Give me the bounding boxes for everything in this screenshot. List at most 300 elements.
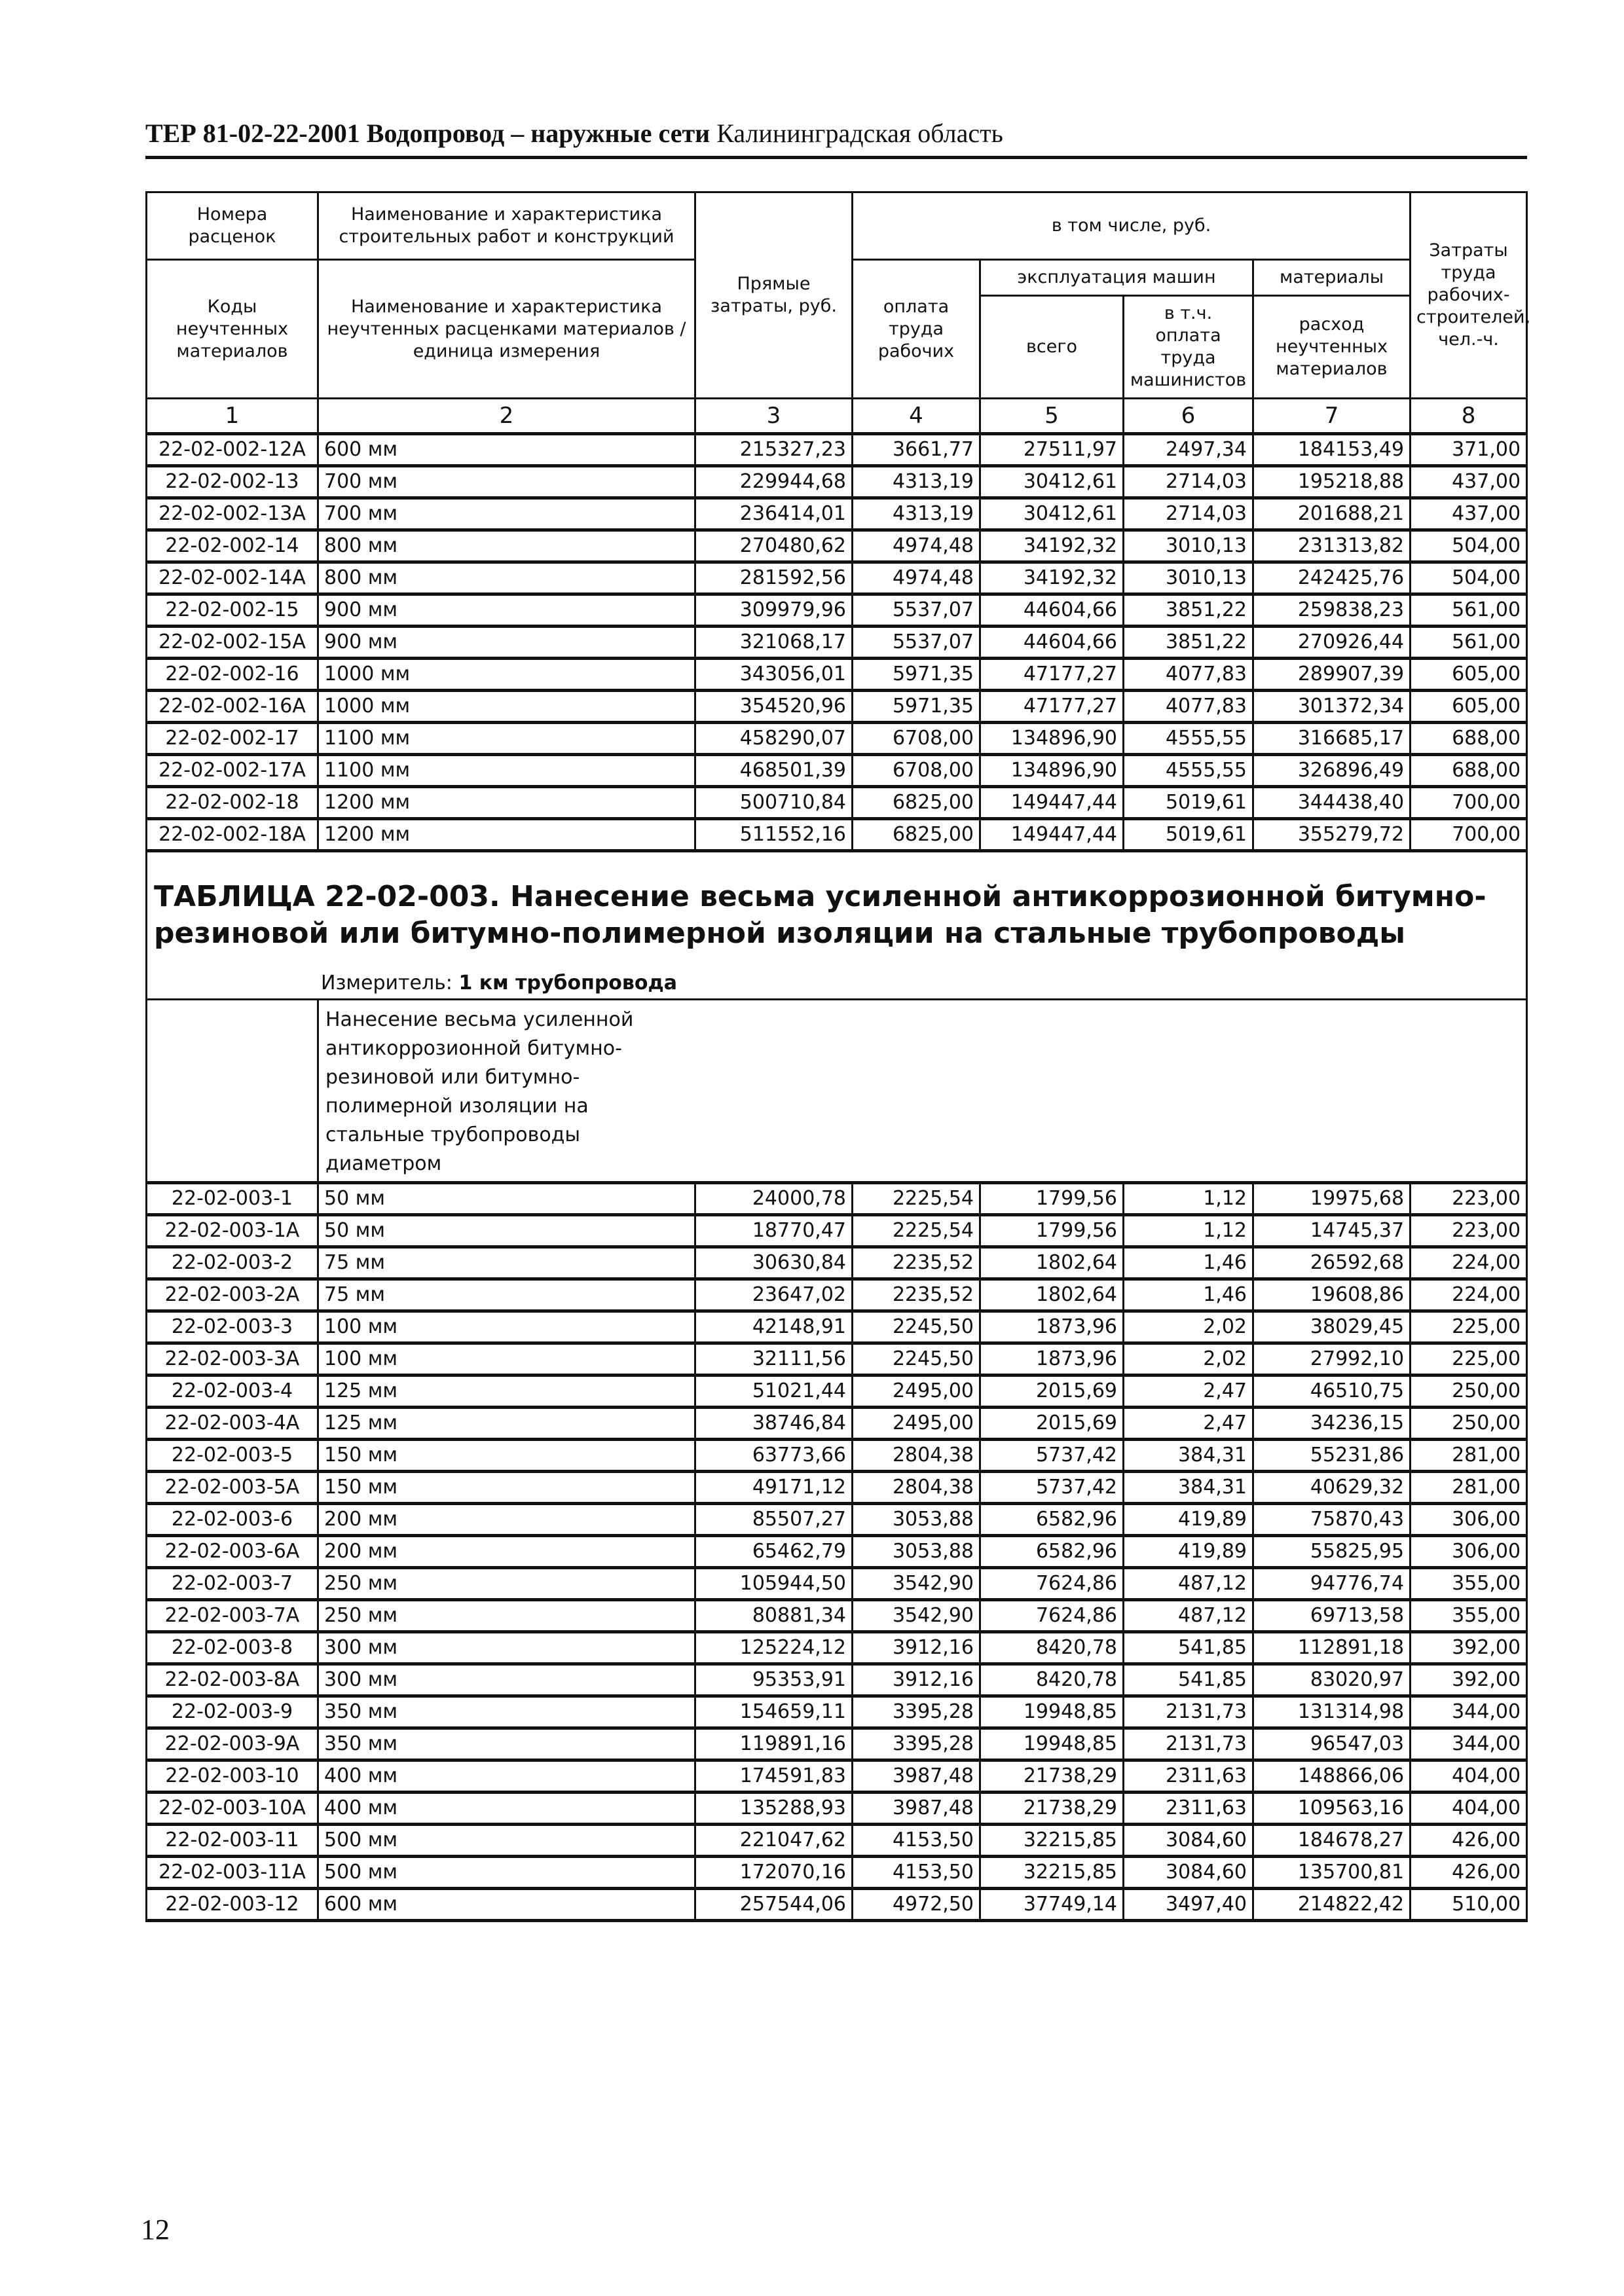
pipe-diameter: 500 мм xyxy=(318,1857,695,1889)
machines-total: 32215,85 xyxy=(980,1825,1124,1857)
direct-costs: 343056,01 xyxy=(695,659,853,691)
table-row xyxy=(147,627,1527,659)
table-row xyxy=(147,1825,1527,1857)
operator-pay: 1,46 xyxy=(1124,1247,1253,1279)
materials-cost: 19608,86 xyxy=(1253,1279,1411,1311)
labor-hours: 437,00 xyxy=(1411,498,1527,530)
rate-code: 22-02-003-9 xyxy=(147,1696,318,1728)
machines-total: 1799,56 xyxy=(980,1215,1124,1247)
labor-hours: 392,00 xyxy=(1411,1632,1527,1664)
table-row xyxy=(147,755,1527,787)
table-row xyxy=(147,1440,1527,1472)
rate-code: 22-02-002-14А xyxy=(147,562,318,594)
pipe-diameter: 800 мм xyxy=(318,562,695,594)
table-row xyxy=(147,1376,1527,1408)
materials-cost: 94776,74 xyxy=(1253,1568,1411,1600)
labor-hours: 355,00 xyxy=(1411,1568,1527,1600)
worker-pay: 6825,00 xyxy=(853,787,980,819)
pipe-diameter: 900 мм xyxy=(318,627,695,659)
pipe-diameter: 600 мм xyxy=(318,434,695,466)
table-row xyxy=(147,1600,1527,1632)
worker-pay: 4153,50 xyxy=(853,1857,980,1889)
rate-code: 22-02-003-1А xyxy=(147,1215,318,1247)
table-row xyxy=(147,1632,1527,1664)
machines-total: 6582,96 xyxy=(980,1504,1124,1536)
worker-pay: 5537,07 xyxy=(853,627,980,659)
operator-pay: 2131,73 xyxy=(1124,1728,1253,1760)
labor-hours: 504,00 xyxy=(1411,530,1527,562)
machines-total: 2015,69 xyxy=(980,1376,1124,1408)
worker-pay: 5971,35 xyxy=(853,691,980,723)
table-003-title-block xyxy=(147,851,1527,1000)
machines-total: 6582,96 xyxy=(980,1536,1124,1568)
machines-total: 2015,69 xyxy=(980,1408,1124,1440)
machines-total: 34192,32 xyxy=(980,530,1124,562)
direct-costs: 236414,01 xyxy=(695,498,853,530)
labor-hours: 426,00 xyxy=(1411,1857,1527,1889)
machines-total: 1873,96 xyxy=(980,1343,1124,1376)
worker-pay: 5537,07 xyxy=(853,594,980,627)
labor-hours: 510,00 xyxy=(1411,1889,1527,1921)
pipe-diameter: 350 мм xyxy=(318,1696,695,1728)
rate-code: 22-02-003-3А xyxy=(147,1343,318,1376)
pipe-diameter: 250 мм xyxy=(318,1600,695,1632)
labor-hours: 561,00 xyxy=(1411,627,1527,659)
operator-pay: 1,12 xyxy=(1124,1183,1253,1215)
machines-total: 32215,85 xyxy=(980,1857,1124,1889)
table-003-title: ТАБЛИЦА 22-02-003. Нанесение весьма усиленной антикоррозионной битумно-резиновой или битумно-полимерной изоляции на стальные трубопроводы xyxy=(154,880,1486,950)
operator-pay: 3497,40 xyxy=(1124,1889,1253,1921)
column-number-row xyxy=(147,399,1527,434)
worker-pay: 6708,00 xyxy=(853,755,980,787)
machines-total: 8420,78 xyxy=(980,1632,1124,1664)
pipe-diameter: 1100 мм xyxy=(318,755,695,787)
column-number: 3 xyxy=(695,399,853,434)
operator-pay: 3851,22 xyxy=(1124,594,1253,627)
rate-code: 22-02-003-12 xyxy=(147,1889,318,1921)
materials-cost: 83020,97 xyxy=(1253,1664,1411,1696)
direct-costs: 135288,93 xyxy=(695,1793,853,1825)
operator-pay: 3084,60 xyxy=(1124,1857,1253,1889)
document-region: Калининградская область xyxy=(716,118,1003,148)
materials-cost: 34236,15 xyxy=(1253,1408,1411,1440)
labor-hours: 700,00 xyxy=(1411,787,1527,819)
rate-code: 22-02-003-11 xyxy=(147,1825,318,1857)
pipe-diameter: 100 мм xyxy=(318,1311,695,1343)
machines-total: 30412,61 xyxy=(980,498,1124,530)
document-code: ТЕР 81-02-22-2001 xyxy=(145,118,360,148)
materials-cost: 38029,45 xyxy=(1253,1311,1411,1343)
rate-code: 22-02-003-8 xyxy=(147,1632,318,1664)
machines-total: 19948,85 xyxy=(980,1696,1124,1728)
table-003-body xyxy=(147,1183,1527,1921)
table-row xyxy=(147,594,1527,627)
description-code-cell xyxy=(147,1000,318,1183)
direct-costs: 354520,96 xyxy=(695,691,853,723)
operator-pay: 3010,13 xyxy=(1124,530,1253,562)
materials-cost: 55825,95 xyxy=(1253,1536,1411,1568)
labor-hours: 392,00 xyxy=(1411,1664,1527,1696)
direct-costs: 125224,12 xyxy=(695,1632,853,1664)
rate-code: 22-02-003-4 xyxy=(147,1376,318,1408)
labor-hours: 605,00 xyxy=(1411,691,1527,723)
column-number: 6 xyxy=(1124,399,1253,434)
labor-hours: 224,00 xyxy=(1411,1279,1527,1311)
rate-code: 22-02-002-16А xyxy=(147,691,318,723)
rate-code: 22-02-002-15А xyxy=(147,627,318,659)
rate-code: 22-02-002-12А xyxy=(147,434,318,466)
pipe-diameter: 200 мм xyxy=(318,1536,695,1568)
machines-total: 47177,27 xyxy=(980,691,1124,723)
rate-code: 22-02-003-3 xyxy=(147,1311,318,1343)
column-number: 8 xyxy=(1411,399,1527,434)
materials-cost: 109563,16 xyxy=(1253,1793,1411,1825)
operator-pay: 3851,22 xyxy=(1124,627,1253,659)
materials-cost: 259838,23 xyxy=(1253,594,1411,627)
pipe-diameter: 75 мм xyxy=(318,1279,695,1311)
materials-cost: 301372,34 xyxy=(1253,691,1411,723)
materials-cost: 40629,32 xyxy=(1253,1472,1411,1504)
table-row xyxy=(147,1568,1527,1600)
direct-costs: 18770,47 xyxy=(695,1215,853,1247)
worker-pay: 3987,48 xyxy=(853,1793,980,1825)
rate-code: 22-02-003-9А xyxy=(147,1728,318,1760)
table-row xyxy=(147,530,1527,562)
rate-code: 22-02-003-8А xyxy=(147,1664,318,1696)
operator-pay: 4555,55 xyxy=(1124,755,1253,787)
table-row xyxy=(147,466,1527,498)
materials-cost: 26592,68 xyxy=(1253,1247,1411,1279)
labor-hours: 371,00 xyxy=(1411,434,1527,466)
pipe-diameter: 300 мм xyxy=(318,1632,695,1664)
direct-costs: 119891,16 xyxy=(695,1728,853,1760)
worker-pay: 2245,50 xyxy=(853,1343,980,1376)
operator-pay: 1,46 xyxy=(1124,1279,1253,1311)
column-number: 2 xyxy=(318,399,695,434)
header-labor-hours: Затраты труда рабочих-строителей, чел.-ч. xyxy=(1411,192,1527,399)
operator-pay: 2311,63 xyxy=(1124,1760,1253,1793)
table-row xyxy=(147,691,1527,723)
operator-pay: 419,89 xyxy=(1124,1504,1253,1536)
labor-hours: 426,00 xyxy=(1411,1825,1527,1857)
direct-costs: 468501,39 xyxy=(695,755,853,787)
pipe-diameter: 1100 мм xyxy=(318,723,695,755)
direct-costs: 458290,07 xyxy=(695,723,853,755)
rate-code: 22-02-003-1 xyxy=(147,1183,318,1215)
worker-pay: 3542,90 xyxy=(853,1600,980,1632)
materials-cost: 14745,37 xyxy=(1253,1215,1411,1247)
table-row xyxy=(147,723,1527,755)
machines-total: 47177,27 xyxy=(980,659,1124,691)
materials-cost: 27992,10 xyxy=(1253,1343,1411,1376)
worker-pay: 6708,00 xyxy=(853,723,980,755)
pipe-diameter: 700 мм xyxy=(318,466,695,498)
worker-pay: 3053,88 xyxy=(853,1504,980,1536)
materials-cost: 214822,42 xyxy=(1253,1889,1411,1921)
direct-costs: 105944,50 xyxy=(695,1568,853,1600)
pipe-diameter: 75 мм xyxy=(318,1247,695,1279)
section-description: Нанесение весьма усиленной антикоррозионной битумно-резиновой или битумно-полимерной изоляции на стальные трубопроводы диаметром xyxy=(325,1008,634,1175)
rate-code: 22-02-003-2 xyxy=(147,1247,318,1279)
materials-cost: 270926,44 xyxy=(1253,627,1411,659)
table-row xyxy=(147,1247,1527,1279)
labor-hours: 250,00 xyxy=(1411,1376,1527,1408)
materials-cost: 131314,98 xyxy=(1253,1696,1411,1728)
direct-costs: 80881,34 xyxy=(695,1600,853,1632)
page-header xyxy=(145,118,1527,159)
pipe-diameter: 200 мм xyxy=(318,1504,695,1536)
labor-hours: 605,00 xyxy=(1411,659,1527,691)
operator-pay: 2497,34 xyxy=(1124,434,1253,466)
machines-total: 149447,44 xyxy=(980,787,1124,819)
direct-costs: 229944,68 xyxy=(695,466,853,498)
table-row xyxy=(147,434,1527,466)
operator-pay: 384,31 xyxy=(1124,1472,1253,1504)
materials-cost: 46510,75 xyxy=(1253,1376,1411,1408)
labor-hours: 355,00 xyxy=(1411,1600,1527,1632)
labor-hours: 404,00 xyxy=(1411,1793,1527,1825)
labor-hours: 404,00 xyxy=(1411,1760,1527,1793)
worker-pay: 4972,50 xyxy=(853,1889,980,1921)
pipe-diameter: 1000 мм xyxy=(318,659,695,691)
operator-pay: 541,85 xyxy=(1124,1632,1253,1664)
pipe-diameter: 300 мм xyxy=(318,1664,695,1696)
table-row xyxy=(147,498,1527,530)
pipe-diameter: 125 мм xyxy=(318,1408,695,1440)
pipe-diameter: 400 мм xyxy=(318,1793,695,1825)
rate-code: 22-02-003-2А xyxy=(147,1279,318,1311)
rate-code: 22-02-002-13 xyxy=(147,466,318,498)
table-row xyxy=(147,1215,1527,1247)
worker-pay: 3912,16 xyxy=(853,1664,980,1696)
direct-costs: 30630,84 xyxy=(695,1247,853,1279)
pipe-diameter: 400 мм xyxy=(318,1760,695,1793)
operator-pay: 2,47 xyxy=(1124,1408,1253,1440)
materials-cost: 242425,76 xyxy=(1253,562,1411,594)
operator-pay: 2714,03 xyxy=(1124,466,1253,498)
pipe-diameter: 350 мм xyxy=(318,1728,695,1760)
materials-cost: 195218,88 xyxy=(1253,466,1411,498)
worker-pay: 6825,00 xyxy=(853,819,980,851)
rate-code: 22-02-002-18А xyxy=(147,819,318,851)
materials-cost: 19975,68 xyxy=(1253,1183,1411,1215)
worker-pay: 4313,19 xyxy=(853,498,980,530)
rate-code: 22-02-003-10А xyxy=(147,1793,318,1825)
materials-cost: 184153,49 xyxy=(1253,434,1411,466)
direct-costs: 38746,84 xyxy=(695,1408,853,1440)
materials-cost: 344438,40 xyxy=(1253,787,1411,819)
table-row xyxy=(147,787,1527,819)
unit-label: Измеритель: xyxy=(321,972,452,994)
labor-hours: 281,00 xyxy=(1411,1472,1527,1504)
pipe-diameter: 125 мм xyxy=(318,1376,695,1408)
table-row xyxy=(147,1472,1527,1504)
machines-total: 44604,66 xyxy=(980,594,1124,627)
machines-total: 27511,97 xyxy=(980,434,1124,466)
table-row xyxy=(147,1664,1527,1696)
labor-hours: 306,00 xyxy=(1411,1536,1527,1568)
operator-pay: 5019,61 xyxy=(1124,819,1253,851)
worker-pay: 2804,38 xyxy=(853,1472,980,1504)
worker-pay: 2495,00 xyxy=(853,1376,980,1408)
rate-code: 22-02-002-18 xyxy=(147,787,318,819)
direct-costs: 511552,16 xyxy=(695,819,853,851)
pipe-diameter: 100 мм xyxy=(318,1343,695,1376)
direct-costs: 172070,16 xyxy=(695,1857,853,1889)
rate-code: 22-02-003-7А xyxy=(147,1600,318,1632)
materials-cost: 289907,39 xyxy=(1253,659,1411,691)
machines-total: 1802,64 xyxy=(980,1279,1124,1311)
labor-hours: 250,00 xyxy=(1411,1408,1527,1440)
header-machines-total: всего xyxy=(980,296,1124,399)
rate-code: 22-02-002-15 xyxy=(147,594,318,627)
operator-pay: 4555,55 xyxy=(1124,723,1253,755)
direct-costs: 63773,66 xyxy=(695,1440,853,1472)
rate-code: 22-02-002-14 xyxy=(147,530,318,562)
document-section: Водопровод – наружные сети xyxy=(366,118,710,148)
worker-pay: 3053,88 xyxy=(853,1536,980,1568)
header-work-name: Наименование и характеристика строительных работ и конструкций xyxy=(318,192,695,260)
worker-pay: 3912,16 xyxy=(853,1632,980,1664)
direct-costs: 154659,11 xyxy=(695,1696,853,1728)
worker-pay: 3395,28 xyxy=(853,1696,980,1728)
direct-costs: 281592,56 xyxy=(695,562,853,594)
worker-pay: 2225,54 xyxy=(853,1215,980,1247)
table-row xyxy=(147,1408,1527,1440)
direct-costs: 65462,79 xyxy=(695,1536,853,1568)
operator-pay: 3010,13 xyxy=(1124,562,1253,594)
machines-total: 37749,14 xyxy=(980,1889,1124,1921)
operator-pay: 2,02 xyxy=(1124,1311,1253,1343)
pipe-diameter: 700 мм xyxy=(318,498,695,530)
labor-hours: 688,00 xyxy=(1411,723,1527,755)
unit-line xyxy=(321,972,1519,994)
table-row xyxy=(147,1311,1527,1343)
pipe-diameter: 250 мм xyxy=(318,1568,695,1600)
machines-total: 134896,90 xyxy=(980,723,1124,755)
machines-total: 134896,90 xyxy=(980,755,1124,787)
operator-pay: 419,89 xyxy=(1124,1536,1253,1568)
labor-hours: 281,00 xyxy=(1411,1440,1527,1472)
materials-cost: 135700,81 xyxy=(1253,1857,1411,1889)
pipe-diameter: 150 мм xyxy=(318,1440,695,1472)
materials-cost: 112891,18 xyxy=(1253,1632,1411,1664)
worker-pay: 2235,52 xyxy=(853,1279,980,1311)
direct-costs: 174591,83 xyxy=(695,1760,853,1793)
unit-value: 1 км трубопровода xyxy=(458,972,677,994)
machines-total: 19948,85 xyxy=(980,1728,1124,1760)
direct-costs: 85507,27 xyxy=(695,1504,853,1536)
table-row xyxy=(147,1696,1527,1728)
operator-pay: 487,12 xyxy=(1124,1600,1253,1632)
direct-costs: 95353,91 xyxy=(695,1664,853,1696)
worker-pay: 2225,54 xyxy=(853,1183,980,1215)
operator-pay: 2311,63 xyxy=(1124,1793,1253,1825)
labor-hours: 344,00 xyxy=(1411,1728,1527,1760)
materials-cost: 75870,43 xyxy=(1253,1504,1411,1536)
rate-code: 22-02-003-6А xyxy=(147,1536,318,1568)
direct-costs: 49171,12 xyxy=(695,1472,853,1504)
operator-pay: 5019,61 xyxy=(1124,787,1253,819)
page-number: 12 xyxy=(141,2214,170,2246)
operator-pay: 3084,60 xyxy=(1124,1825,1253,1857)
operator-pay: 4077,83 xyxy=(1124,691,1253,723)
operator-pay: 4077,83 xyxy=(1124,659,1253,691)
header-unaccounted-materials: расход неучтенных материалов xyxy=(1253,296,1411,399)
direct-costs: 215327,23 xyxy=(695,434,853,466)
rate-code: 22-02-003-5 xyxy=(147,1440,318,1472)
table-row xyxy=(147,1536,1527,1568)
direct-costs: 309979,96 xyxy=(695,594,853,627)
table-002-body xyxy=(147,434,1527,851)
pipe-diameter: 1200 мм xyxy=(318,787,695,819)
materials-cost: 231313,82 xyxy=(1253,530,1411,562)
labor-hours: 700,00 xyxy=(1411,819,1527,851)
operator-pay: 487,12 xyxy=(1124,1568,1253,1600)
worker-pay: 4153,50 xyxy=(853,1825,980,1857)
materials-cost: 355279,72 xyxy=(1253,819,1411,851)
header-direct-costs: Прямые затраты, руб. xyxy=(695,192,853,399)
machines-total: 8420,78 xyxy=(980,1664,1124,1696)
operator-pay: 2131,73 xyxy=(1124,1696,1253,1728)
worker-pay: 3987,48 xyxy=(853,1760,980,1793)
pipe-diameter: 1000 мм xyxy=(318,691,695,723)
direct-costs: 42148,91 xyxy=(695,1311,853,1343)
direct-costs: 221047,62 xyxy=(695,1825,853,1857)
table-row xyxy=(147,819,1527,851)
direct-costs: 23647,02 xyxy=(695,1279,853,1311)
machines-total: 21738,29 xyxy=(980,1760,1124,1793)
direct-costs: 257544,06 xyxy=(695,1889,853,1921)
materials-cost: 326896,49 xyxy=(1253,755,1411,787)
rate-code: 22-02-002-16 xyxy=(147,659,318,691)
direct-costs: 270480,62 xyxy=(695,530,853,562)
machines-total: 7624,86 xyxy=(980,1568,1124,1600)
operator-pay: 2714,03 xyxy=(1124,498,1253,530)
labor-hours: 688,00 xyxy=(1411,755,1527,787)
header-material-codes: Коды неучтенных материалов xyxy=(147,260,318,399)
direct-costs: 500710,84 xyxy=(695,787,853,819)
labor-hours: 224,00 xyxy=(1411,1247,1527,1279)
labor-hours: 504,00 xyxy=(1411,562,1527,594)
machines-total: 1799,56 xyxy=(980,1183,1124,1215)
worker-pay: 5971,35 xyxy=(853,659,980,691)
labor-hours: 344,00 xyxy=(1411,1696,1527,1728)
section-description-cell xyxy=(318,1000,1527,1183)
operator-pay: 1,12 xyxy=(1124,1215,1253,1247)
labor-hours: 223,00 xyxy=(1411,1215,1527,1247)
labor-hours: 306,00 xyxy=(1411,1504,1527,1536)
rate-code: 22-02-003-11А xyxy=(147,1857,318,1889)
rate-code: 22-02-003-5А xyxy=(147,1472,318,1504)
header-operator-pay: в т.ч. оплата труда машинистов xyxy=(1124,296,1253,399)
header-worker-pay: оплата труда рабочих xyxy=(853,260,980,399)
table-row xyxy=(147,659,1527,691)
direct-costs: 24000,78 xyxy=(695,1183,853,1215)
column-number: 7 xyxy=(1253,399,1411,434)
column-number: 1 xyxy=(147,399,318,434)
worker-pay: 2235,52 xyxy=(853,1247,980,1279)
machines-total: 7624,86 xyxy=(980,1600,1124,1632)
worker-pay: 4313,19 xyxy=(853,466,980,498)
table-row xyxy=(147,1728,1527,1760)
machines-total: 149447,44 xyxy=(980,819,1124,851)
operator-pay: 2,02 xyxy=(1124,1343,1253,1376)
direct-costs: 51021,44 xyxy=(695,1376,853,1408)
worker-pay: 4974,48 xyxy=(853,562,980,594)
machines-total: 30412,61 xyxy=(980,466,1124,498)
machines-total: 1802,64 xyxy=(980,1247,1124,1279)
